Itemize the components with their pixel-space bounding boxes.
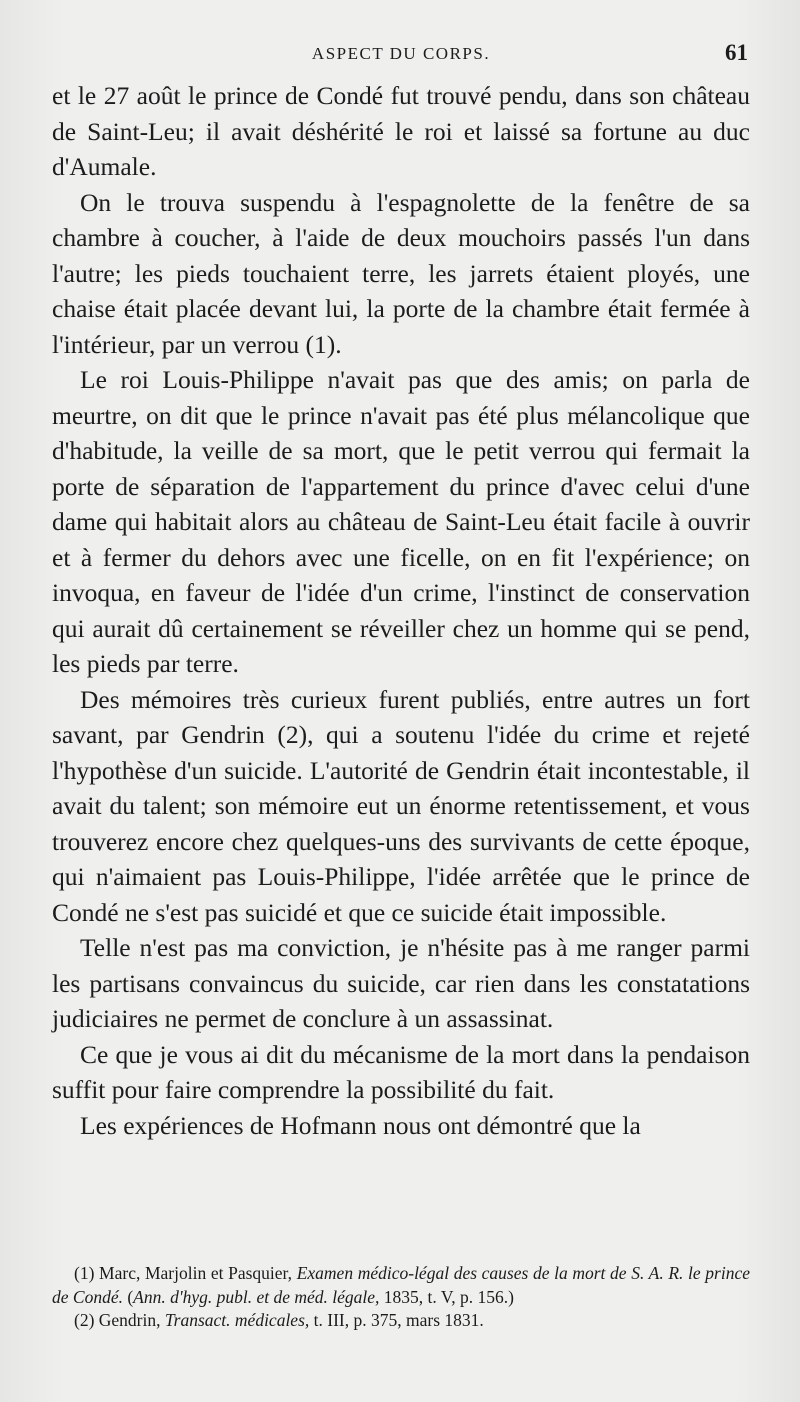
footnote-1-mid: ( (122, 1286, 134, 1307)
paragraph-5: Telle n'est pas ma conviction, je n'hésite pas à me ranger parmi les partisans convaincus du suicide, car rien dans les constatations judiciaires ne permet de conclure à un assassinat. (52, 933, 750, 1033)
footnote-2-prefix: (2) Gendrin, (74, 1310, 165, 1330)
running-head (52, 38, 750, 78)
paragraph-4: Des mémoires très curieux furent publiés, entre autres un fort savant, par Gendrin (2), qui a soutenu l'idée du crime et rejeté l'hypothèse d'un suicide. L'autorité de Gendrin était incontestable, il avait du talent; son mémoire eut un énorme retentissement, et vous trouverez encore chez quelques-uns des survivants de cette époque, qui n'aimaient pas Louis-Philippe, l'idée arrêtée que le prince de Condé ne s'est pas suicidé et que ce suicide était impossible. (52, 684, 750, 927)
footnote-1 (52, 1262, 750, 1309)
footnote-2-journal: Transact. médicales, (164, 1310, 310, 1330)
paragraph-2: On le trouva suspendu à l'espagnolette de la fenêtre de sa chambre à coucher, à l'aide de deux mouchoirs passés l'un dans l'autre; les pieds touchaient terre, les jarrets étaient ployés, une chaise était placée devant lui, la porte de la chambre était fermée à l'intérieur, par un verrou (1). (52, 187, 750, 359)
paragraph-6: Ce que je vous ai dit du mécanisme de la mort dans la pendaison suffit pour faire comprendre la possibilité du fait. (52, 1039, 750, 1104)
paragraph-3: Le roi Louis-Philippe n'avait pas que des amis; on parla de meurtre, on dit que le prince n'avait pas été plus mélancolique que d'habitude, la veille de sa mort, que le petit verrou qui fermait la porte de séparation de l'appartement du prince d'avec celui d'une dame qui habitait alors au château de Saint-Leu était facile à ouvrir et à fermer du dehors avec une ficelle, on en fit l'expérience; on invoqua, en faveur de l'idée d'un crime, l'instinct de conservation qui aurait dû certainement se réveiller chez un homme qui se pend, les pieds par terre. (52, 365, 750, 678)
body-text (52, 78, 750, 1143)
footnote-2-suffix: t. III, p. 375, mars 1831. (309, 1310, 484, 1330)
footnotes (52, 1262, 750, 1333)
footnote-2 (52, 1309, 750, 1333)
page-number: 61 (725, 40, 748, 65)
paragraph-1: et le 27 août le prince de Condé fut trouvé pendu, dans son château de Saint-Leu; il avait déshérité le roi et laissé sa fortune au duc d'Aumale. (52, 81, 750, 181)
paragraph-7: Les expériences de Hofmann nous ont démontré que la (80, 1110, 641, 1140)
footnote-1-journal: Ann. d'hyg. publ. et de méd. légale, (133, 1286, 380, 1307)
footnote-1-suffix: 1835, t. V, p. 156.) (379, 1286, 514, 1307)
footnote-1-prefix: (1) Marc, Marjolin et Pasquier, (74, 1263, 297, 1283)
running-title: ASPECT DU CORPS. (311, 44, 491, 63)
footnote-1-title: Examen médico-légal des causes de la mort de S. A. R. le prince de Condé. (52, 1263, 751, 1307)
